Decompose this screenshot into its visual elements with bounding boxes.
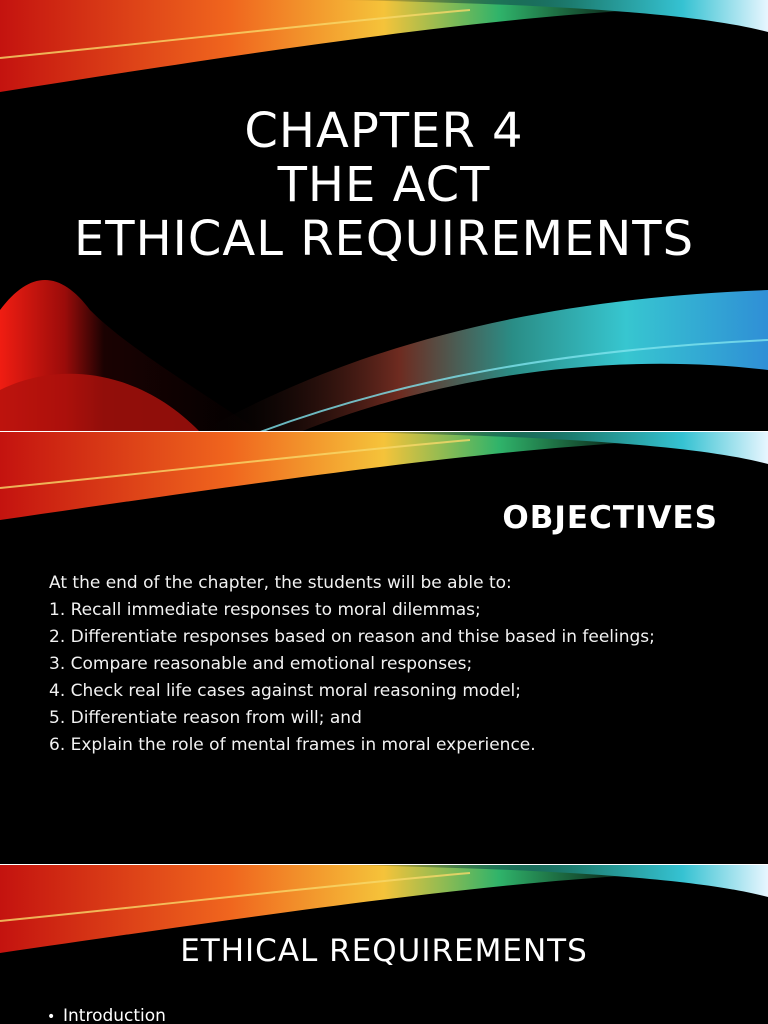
bullet-icon: • — [47, 1009, 56, 1024]
objective-item-3: 3. Compare reasonable and emotional responses; — [49, 654, 473, 674]
bottom-swoosh-decoration — [0, 270, 768, 432]
title-line-2: THE ACT — [277, 157, 491, 213]
ethical-requirements-slide[interactable] — [0, 865, 768, 1024]
objective-item-1: 1. Recall immediate responses to moral dilemmas; — [49, 600, 481, 620]
bullet-list — [47, 1004, 166, 1024]
title-slide[interactable] — [0, 0, 768, 432]
bullet-text: Introduction — [63, 1006, 166, 1024]
objectives-slide[interactable] — [0, 432, 768, 865]
objectives-intro: At the end of the chapter, the students will be able to: — [49, 573, 512, 593]
title-line-3: ETHICAL REQUIREMENTS — [73, 211, 695, 267]
slide-title — [0, 104, 768, 266]
ethical-requirements-heading: ETHICAL REQUIREMENTS — [180, 933, 588, 969]
objective-item-4: 4. Check real life cases against moral reasoning model; — [49, 681, 521, 701]
title-line-1: CHAPTER 4 — [244, 103, 524, 159]
top-swoosh-decoration — [0, 0, 768, 110]
objective-item-6: 6. Explain the role of mental frames in moral experience. — [49, 735, 536, 755]
objective-item-5: 5. Differentiate reason from will; and — [49, 708, 362, 728]
objectives-list — [49, 570, 749, 759]
objective-item-2: 2. Differentiate responses based on reason and thise based in feelings; — [49, 627, 655, 647]
list-item — [47, 1004, 166, 1024]
objectives-heading: OBJECTIVES — [502, 500, 718, 536]
